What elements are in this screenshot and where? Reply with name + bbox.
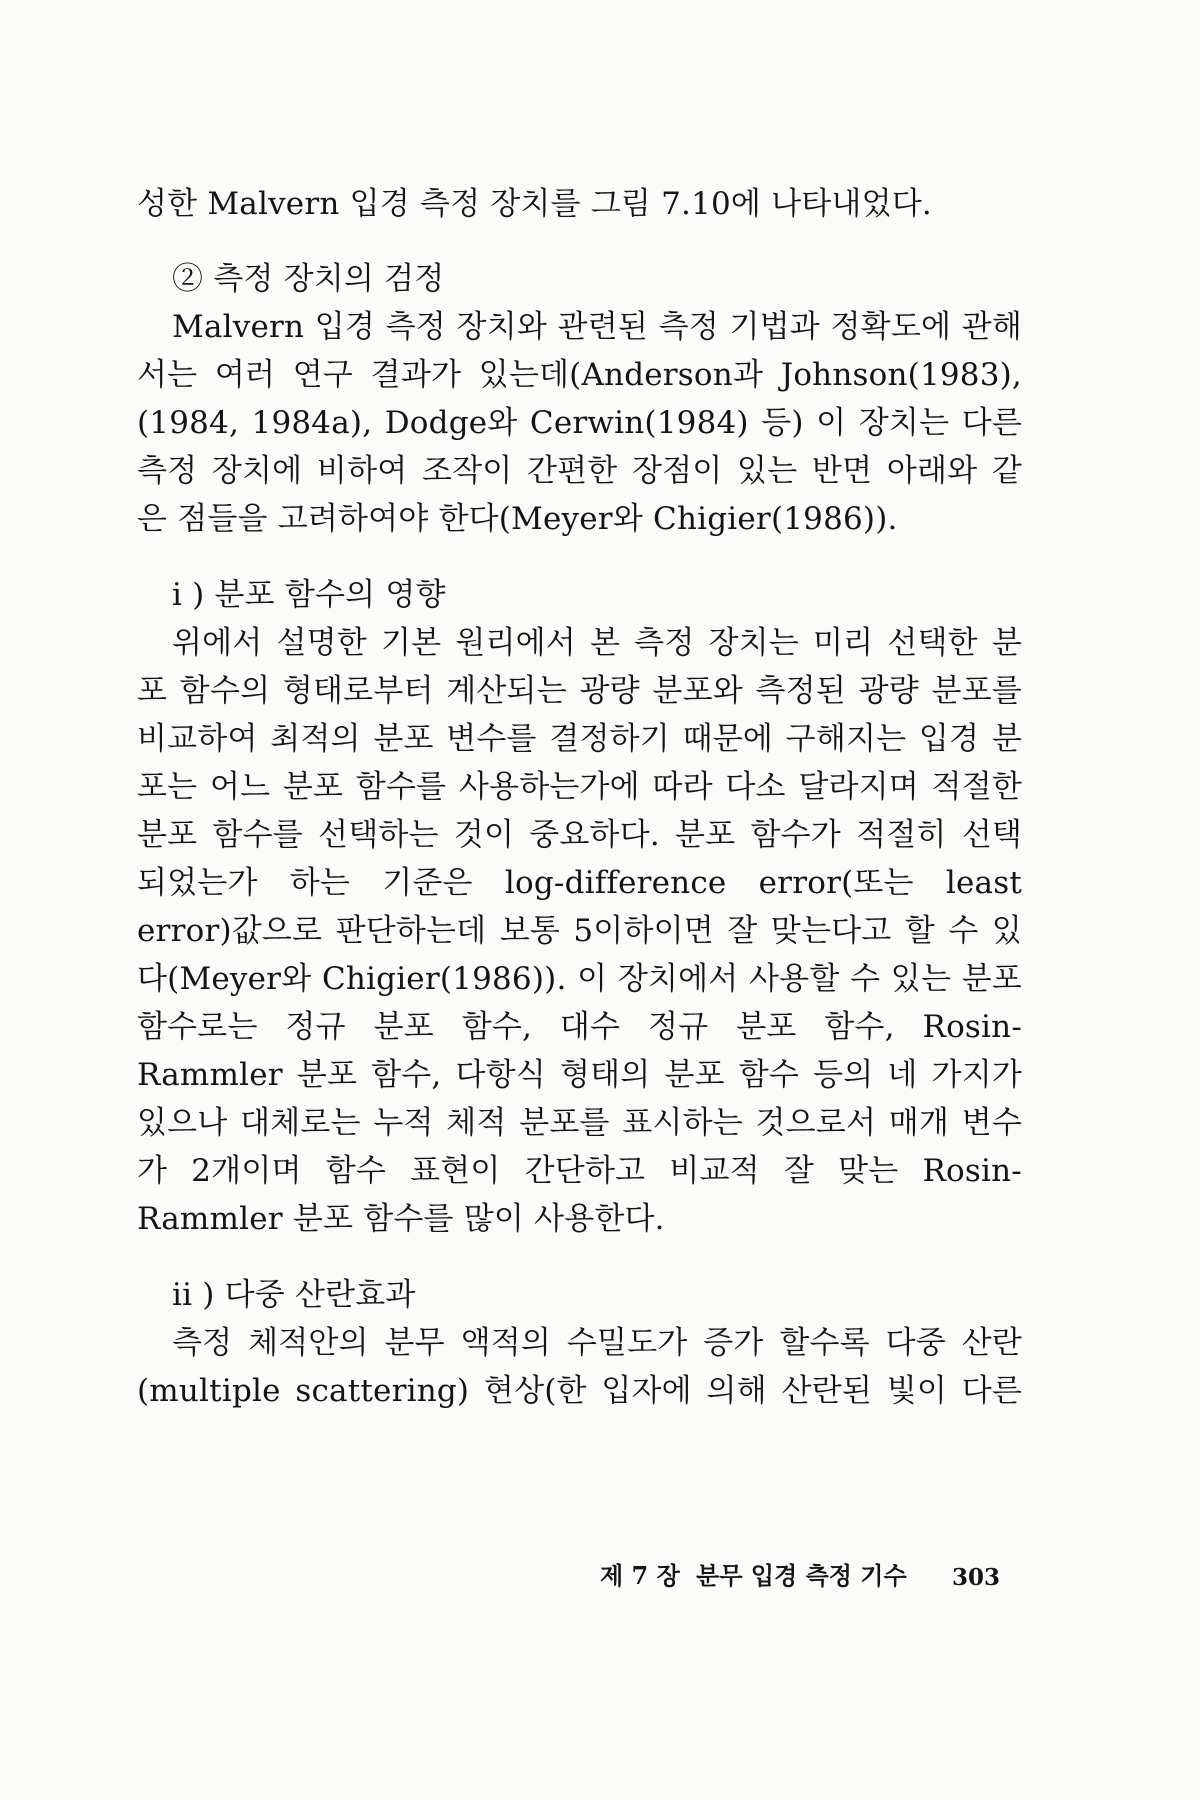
- text-line: Rammler 분포 함수를 많이 사용한다.: [137, 1201, 665, 1237]
- text-line: 포 함수의 형태로부터 계산되는 광량 분포와 측정된 광량 분포를: [137, 673, 1022, 709]
- running-footer: [600, 1560, 915, 1592]
- text-line: 위에서 설명한 기본 원리에서 본 측정 장치는 미리 선택한 분: [172, 625, 1022, 661]
- text-line: 측정 체적안의 분무 액적의 수밀도가 증가 할수록 다중 산란: [172, 1325, 1022, 1361]
- text-line: 포는 어느 분포 함수를 사용하는가에 따라 다소 달라지며 적절한: [137, 769, 1022, 805]
- text-line: 성한 Malvern 입경 측정 장치를 그림 7.10에 나타내었다.: [137, 186, 932, 222]
- footer-title: 분무 입경 측정 기수: [696, 1561, 907, 1590]
- page-number: 303: [952, 1564, 1001, 1591]
- text-line: 비교하여 최적의 분포 변수를 결정하기 때문에 구해지는 입경 분: [137, 721, 1022, 757]
- text-line: 분포 함수를 선택하는 것이 중요하다. 분포 함수가 적절히 선택: [137, 817, 1022, 853]
- text-line: (multiple scattering) 현상(한 입자에 의해 산란된 빛이 다른: [137, 1373, 1022, 1409]
- text-line: Malvern 입경 측정 장치와 관련된 측정 기법과 정확도에 관해: [172, 309, 1022, 345]
- text-line: 되었는가 하는 기준은 log-difference error(또는 least: [137, 865, 1022, 901]
- section-heading: ② 측정 장치의 검정: [172, 261, 445, 297]
- text-line: 은 점들을 고려하여야 한다(Meyer와 Chigier(1986)).: [137, 501, 898, 537]
- text-line: 서는 여러 연구 결과가 있는데(Anderson과 Johnson(1983),: [137, 357, 1022, 393]
- text-line: 있으나 대체로는 누적 체적 분포를 표시하는 것으로서 매개 변수: [137, 1105, 1022, 1141]
- text-line: 함수로는 정규 분포 함수, 대수 정규 분포 함수, Rosin-: [137, 1009, 1022, 1045]
- text-line: 다(Meyer와 Chigier(1986)). 이 장치에서 사용할 수 있는 분포: [137, 961, 1022, 997]
- subsection-heading: ii ) 다중 산란효과: [172, 1277, 416, 1313]
- text-line: 측정 장치에 비하여 조작이 간편한 장점이 있는 반면 아래와 같: [137, 453, 1022, 489]
- text-line: 가 2개이며 함수 표현이 간단하고 비교적 잘 맞는 Rosin-: [137, 1153, 1022, 1189]
- text-line: (1984, 1984a), Dodge와 Cerwin(1984) 등) 이 장치는 다른: [137, 405, 1022, 441]
- subsection-heading: i ) 분포 함수의 영향: [172, 577, 446, 613]
- text-line: error)값으로 판단하는데 보통 5이하이면 잘 맞는다고 할 수 있: [137, 913, 1022, 949]
- text-line: Rammler 분포 함수, 다항식 형태의 분포 함수 등의 네 가지가: [137, 1057, 1022, 1093]
- footer-chapter: 제 7 장: [600, 1561, 680, 1590]
